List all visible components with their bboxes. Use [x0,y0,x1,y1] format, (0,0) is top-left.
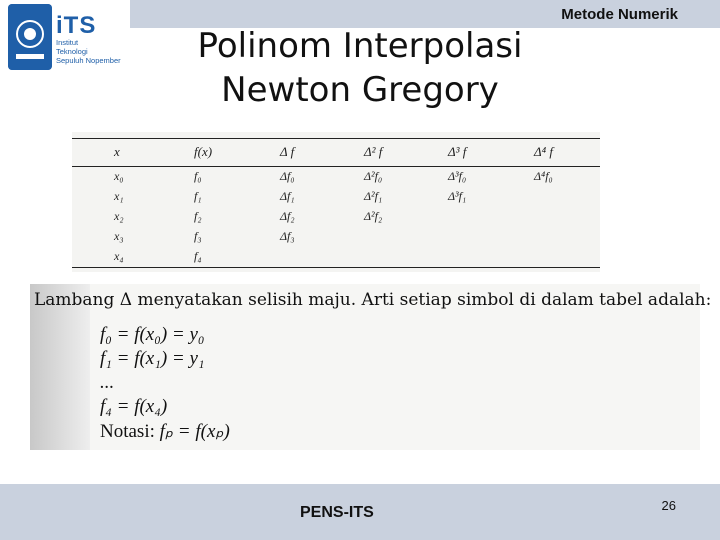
table-cell: f₄ [194,248,202,263]
logo-line: Teknologi [56,47,88,56]
slide-title [160,24,560,112]
table-cell: x₃ [114,228,124,243]
table-cell: x₁ [114,188,124,203]
table-cell: Δf₃ [280,228,295,243]
table-cell: Δ⁴f₀ [534,168,553,183]
table-header-row [72,138,600,166]
equation-f1: f₁ = f(x₁) = y₁ [100,348,205,369]
course-title: Metode Numerik [561,6,678,23]
table-cell: x₄ [114,248,124,263]
table-cell: f₁ [194,188,202,203]
table-cell: Δ²f₁ [364,188,383,203]
notation-equation: fₚ = f(xₚ) [159,421,230,442]
table-cell: Δf₀ [280,168,295,183]
table-cell [534,186,600,206]
table-header-cell: Δ² f [364,144,383,159]
table-cell: Δ³f₀ [448,168,467,183]
footer-bar [0,484,720,540]
difference-table-image [72,132,600,272]
equation-ellipsis: ... [100,372,115,393]
logo-line: Institut [56,38,79,47]
table-cell [534,226,600,246]
logo-name: iTS [56,12,97,39]
table-cell: Δ²f₀ [364,168,383,183]
difference-table [72,138,600,266]
page-number: 26 [661,498,676,513]
table-cell: f₀ [194,168,202,183]
table-cell [534,246,600,266]
definitions-image [30,284,712,450]
table-cell: x₂ [114,208,124,223]
table-header-cell: Δ³ f [448,144,467,159]
its-wordmark [56,14,121,65]
table-cell [534,206,600,226]
table-header-cell: Δ f [280,144,295,159]
table-cell [448,246,534,266]
table-cell [280,246,364,266]
table-cell: x₀ [114,168,124,183]
notation-label: Notasi: [100,421,155,442]
table-cell: Δ³f₁ [448,188,467,203]
table-header-cell: f(x) [194,144,213,159]
table-cell: f₂ [194,208,202,223]
table-row [72,226,600,246]
equation-f0: f₀ = f(x₀) = y₀ [100,324,205,345]
table-cell: f₃ [194,228,202,243]
table-cell: Δf₁ [280,188,295,203]
intro-text: Lambang Δ menyatakan selisih maju. Arti setiap simbol di dalam tabel adalah: [34,290,712,310]
its-logo [4,0,130,72]
logo-line: Sepuluh Nopember [56,56,121,65]
table-cell [448,226,534,246]
table-header-cell: x [114,144,120,159]
table-rule [72,267,600,268]
table-cell [364,246,448,266]
its-emblem-icon [8,4,52,70]
footer-institution: PENS-ITS [300,504,374,521]
table-row [72,246,600,266]
table-row [72,206,600,226]
table-cell [364,226,448,246]
equation-f4: f₄ = f(x₄) [100,396,168,417]
notation-line [100,420,230,443]
title-line-1: Polinom Interpolasi [197,26,523,66]
table-row [72,166,600,186]
table-cell: Δ²f₂ [364,208,383,223]
table-header-cell: Δ⁴ f [534,144,554,159]
table-cell: Δf₂ [280,208,295,223]
title-line-2: Newton Gregory [221,70,499,110]
table-row [72,186,600,206]
table-cell [448,206,534,226]
